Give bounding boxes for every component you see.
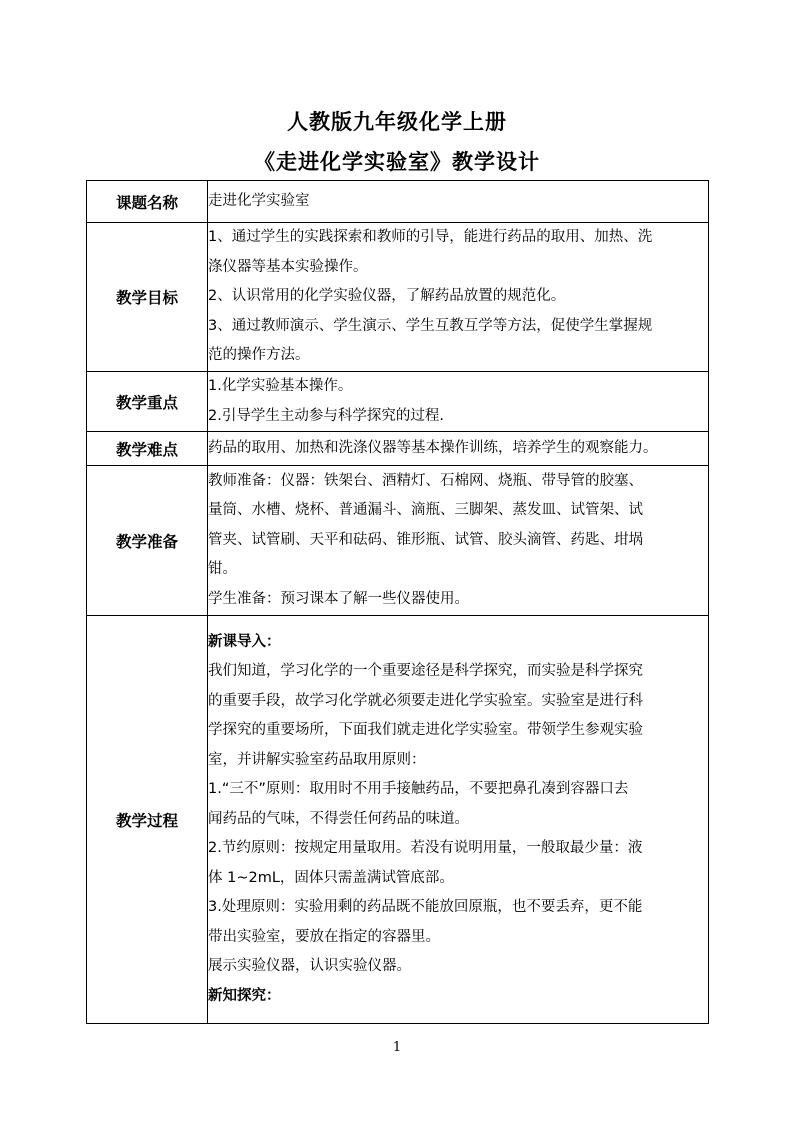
- table-row-key-points: [87, 372, 709, 432]
- row-label-objectives: 教学目标: [87, 223, 208, 372]
- content-line: 我们知道，学习化学的一个重要途径是科学探究，而实验是科学探究: [208, 663, 643, 680]
- content-line: 室，并讲解实验室药品取用原则：: [208, 751, 426, 768]
- content-line: 走进化学实验室: [208, 192, 310, 209]
- lesson-plan-table: [86, 180, 709, 1024]
- row-label-preparation: 教学准备: [87, 466, 208, 616]
- content-line: 3、通过教师演示、学生演示、学生互教互学等方法，促使学生掌握规: [208, 317, 653, 334]
- content-line: 体 1~2mL，固体只需盖满试管底部。: [208, 869, 454, 886]
- content-line: 药品的取用、加热和洗涤仪器等基本操作训练，培养学生的观察能力。: [208, 439, 658, 456]
- table-row-objectives: [87, 223, 709, 372]
- table-row-topic: [87, 181, 709, 223]
- content-line: 学探究的重要场所，下面我们就走进化学实验室。带领学生参观实验: [208, 722, 643, 739]
- row-label-difficulties: 教学难点: [87, 432, 208, 466]
- section-heading-explore: 新知探究：: [208, 987, 281, 1004]
- page-number: 1: [392, 1040, 402, 1055]
- content-line: 的重要手段，故学习化学就必须要走进化学实验室。实验室是进行科: [208, 692, 643, 709]
- document-title: 人教版九年级化学上册: [287, 109, 507, 134]
- table-row-difficulties: [87, 432, 709, 466]
- row-label-topic: 课题名称: [87, 181, 208, 223]
- document-subtitle: 《走进化学实验室》教学设计: [254, 149, 540, 174]
- content-line: 带出实验室，要放在指定的容器里。: [208, 928, 440, 945]
- content-line: 2、认识常用的化学实验仪器，了解药品放置的规范化。: [208, 288, 566, 305]
- row-content-difficulties: [208, 432, 709, 466]
- content-line: 1.“三不”原则：取用时不用手接触药品，不要把鼻孔凑到容器口去: [208, 781, 629, 798]
- row-label-process: 教学过程: [87, 616, 208, 1024]
- content-line: 2.节约原则：按规定用量取用。若没有说明用量，一般取最少量：液: [208, 840, 643, 857]
- table-row-process: [87, 616, 709, 1024]
- row-content-key-points: [208, 372, 709, 432]
- section-heading-intro: 新课导入：: [208, 633, 281, 650]
- table-row-preparation: [87, 466, 709, 616]
- content-line: 钳。: [208, 561, 237, 578]
- row-content-process: [208, 616, 709, 1024]
- content-line: 3.处理原则：实验用剩的药品既不能放回原瓶，也不要丢弃，更不能: [208, 899, 643, 916]
- content-line: 闻药品的气味，不得尝任何药品的味道。: [208, 810, 469, 827]
- content-line: 范的操作方法。: [208, 347, 310, 364]
- row-content-preparation: [208, 466, 709, 616]
- content-line: 1、通过学生的实践探索和教师的引导，能进行药品的取用、加热、洗: [208, 229, 653, 246]
- content-line: 涤仪器等基本实验操作。: [208, 258, 368, 275]
- content-line: 展示实验仪器，认识实验仪器。: [208, 958, 411, 975]
- content-line: 学生准备：预习课本了解一些仪器使用。: [208, 590, 469, 607]
- row-content-topic: [208, 181, 709, 223]
- content-line: 量筒、水槽、烧杯、普通漏斗、滴瓶、三脚架、蒸发皿、试管架、试: [208, 502, 643, 519]
- content-line: 管夹、试管刷、天平和砝码、锥形瓶、试管、胶头滴管、药匙、坩埚: [208, 531, 643, 548]
- content-line: 2.引导学生主动参与科学探究的过程.: [208, 407, 444, 424]
- row-label-key-points: 教学重点: [87, 372, 208, 432]
- row-content-objectives: [208, 223, 709, 372]
- content-line: 1.化学实验基本操作。: [208, 378, 353, 394]
- content-line: 教师准备：仪器：铁架台、酒精灯、石棉网、烧瓶、带导管的胶塞、: [208, 472, 643, 489]
